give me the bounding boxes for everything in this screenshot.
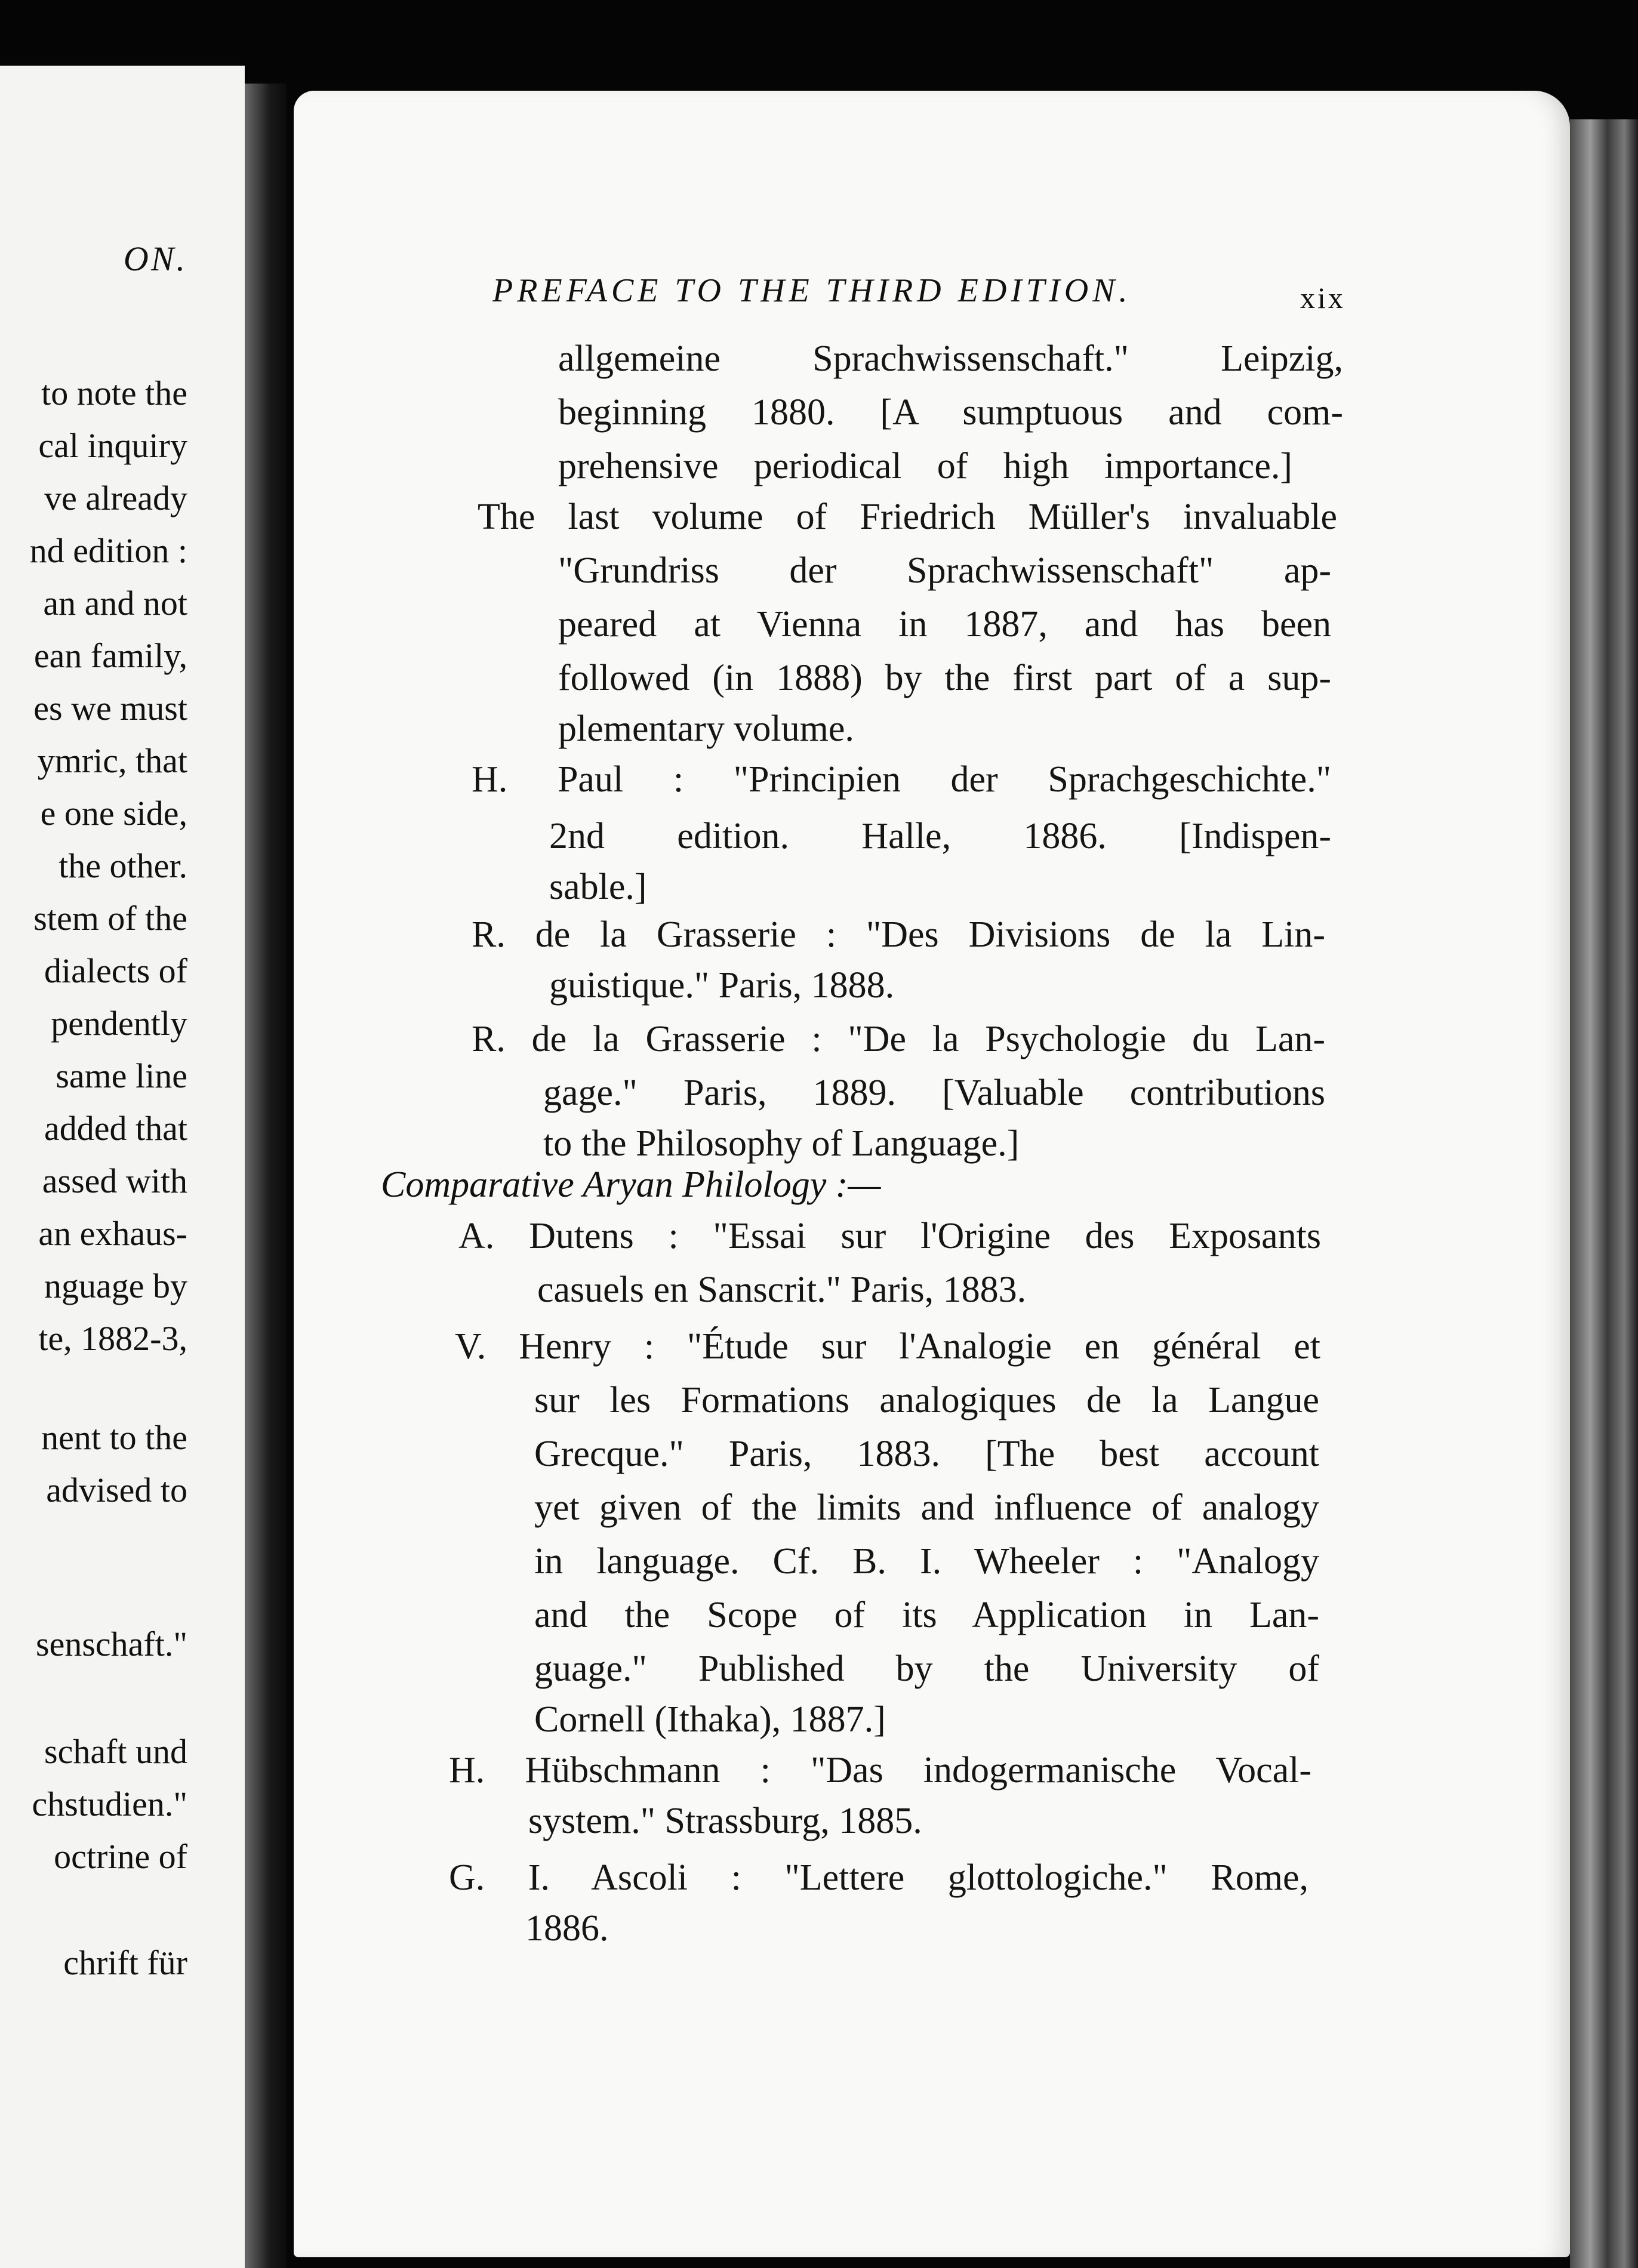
text-line: plementary volume. (558, 708, 854, 749)
page-edge-stack (1570, 119, 1638, 2268)
text-line: peared at Vienna in 1887, and has been (558, 604, 1331, 645)
left-page-line: schaft und (44, 1732, 187, 1771)
text-line: R. de la Grasserie : "De la Psychologie du Lan- (472, 1019, 1325, 1059)
left-page-line: te, 1882-3, (38, 1319, 187, 1358)
text-line: and the Scope of its Application in Lan- (534, 1595, 1319, 1635)
text-line: in language. Cf. B. I. Wheeler : "Analogy (534, 1541, 1319, 1582)
text-line: followed (in 1888) by the first part of a sup- (558, 658, 1331, 698)
left-page-line: an exhaus- (38, 1214, 187, 1253)
text-line: A. Dutens : "Essai sur l'Origine des Exposants (458, 1216, 1321, 1256)
left-page-line: e one side, (40, 794, 187, 833)
text-line: sur les Formations analogiques de la Langue (534, 1380, 1319, 1420)
text-line: H. Paul : "Principien der Sprachgeschichte." (472, 759, 1331, 800)
text-line: Cornell (Ithaka), 1887.] (534, 1699, 886, 1740)
text-line: allgemeine Sprachwissenschaft." Leipzig, (558, 338, 1343, 379)
text-line: G. I. Ascoli : "Lettere glottologiche." Rome, (449, 1857, 1308, 1898)
running-head: PREFACE TO THE THIRD EDITION. (492, 272, 1132, 309)
text-line: "Grundriss der Sprachwissenschaft" ap- (558, 550, 1331, 591)
left-page-line: chstudien." (32, 1785, 187, 1823)
text-line: prehensive periodical of high importance.] (558, 446, 1292, 486)
left-page-line: octrine of (54, 1837, 187, 1876)
text-line: guage." Published by the University of (534, 1648, 1319, 1689)
left-page-line: pendently (51, 1004, 187, 1043)
text-line: beginning 1880. [A sumptuous and com- (558, 392, 1343, 433)
text-line: Grecque." Paris, 1883. [The best account (534, 1434, 1319, 1474)
left-page-line: es we must (33, 689, 187, 728)
left-page-line: stem of the (33, 899, 187, 938)
left-page-line: nd edition : (29, 531, 187, 570)
text-line: sable.] (549, 867, 647, 907)
page-number: xix (1300, 281, 1346, 315)
text-line: R. de la Grasserie : "Des Divisions de la Lin- (472, 914, 1325, 955)
text-line: V. Henry : "Étude sur l'Analogie en général et (455, 1326, 1320, 1367)
text-line: gage." Paris, 1889. [Valuable contributions (543, 1073, 1325, 1113)
left-page-running-head: ON. (123, 239, 187, 278)
text-line: H. Hübschmann : "Das indogermanische Vocal- (449, 1750, 1311, 1791)
left-page-line: nent to the (41, 1418, 187, 1457)
left-page-line: added that (44, 1109, 187, 1148)
left-page-line: same line (56, 1056, 187, 1095)
left-page-line: advised to (46, 1471, 187, 1509)
left-page-line: ymric, that (37, 741, 187, 780)
left-page-line: assed with (42, 1161, 187, 1200)
text-line: The last volume of Friedrich Müller's invaluable (478, 497, 1337, 537)
left-page-line: chrift für (63, 1943, 187, 1982)
left-facing-page (0, 66, 245, 2268)
left-page-line: dialects of (44, 951, 187, 990)
left-page-line: nguage by (44, 1266, 187, 1305)
text-line: system." Strassburg, 1885. (528, 1801, 922, 1841)
section-heading: Comparative Aryan Philology :— (381, 1164, 881, 1205)
left-page-line: cal inquiry (38, 426, 187, 465)
left-page-line: senschaft." (36, 1625, 187, 1663)
left-page-line: ve already (44, 479, 187, 517)
left-page-line: an and not (43, 584, 187, 623)
text-line: yet given of the limits and influence of analogy (534, 1487, 1319, 1528)
text-line: 2nd edition. Halle, 1886. [Indispen- (549, 816, 1331, 856)
text-line: 1886. (525, 1908, 609, 1949)
book-gutter-shadow (245, 84, 287, 2268)
text-line: casuels en Sanscrit." Paris, 1883. (537, 1269, 1027, 1310)
text-line: guistique." Paris, 1888. (549, 965, 895, 1006)
text-line: to the Philosophy of Language.] (543, 1123, 1020, 1164)
left-page-line: to note the (41, 374, 187, 412)
left-page-line: ean family, (33, 636, 187, 675)
left-page-line: the other. (59, 846, 187, 885)
